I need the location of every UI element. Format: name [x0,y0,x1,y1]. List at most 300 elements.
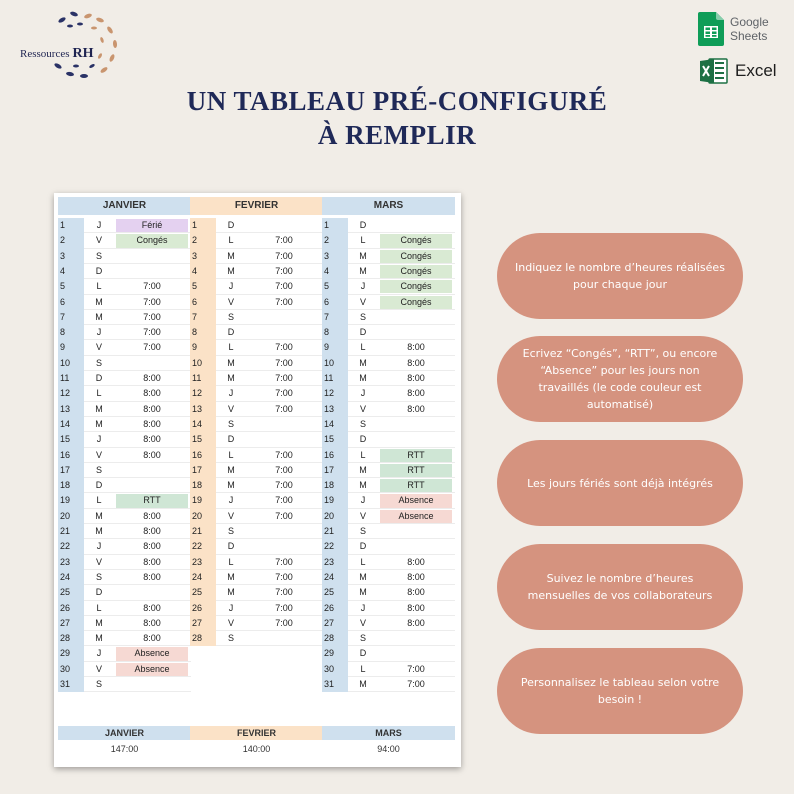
spreadsheet-preview [54,193,461,767]
day-value [380,433,452,446]
day-value: 7:00 [275,373,293,383]
day-number: 11 [192,373,202,383]
day-value: Absence [116,663,188,676]
day-number: 26 [324,602,335,613]
day-value: 7:00 [143,311,161,322]
day-number: 4 [192,265,198,276]
day-letter: L [360,449,366,460]
ressources-rh-logo [14,8,132,86]
day-number: 20 [324,510,335,521]
day-number: 30 [324,663,335,674]
day-number: 26 [60,602,71,613]
day-value: Congés [116,234,188,247]
day-number: 22 [60,541,71,552]
day-value: 8:00 [143,403,161,414]
day-value: Congés [380,296,452,309]
day-number: 19 [324,495,335,506]
day-letter: J [360,281,366,292]
day-letter: L [228,449,234,460]
day-number: 6 [324,296,330,307]
day-value [116,265,188,278]
day-value: 8:00 [407,617,425,628]
day-letter: L [360,556,366,567]
day-letter: M [227,464,235,475]
day-value: Congés [380,250,452,263]
day-value [116,479,188,492]
day-value [116,357,188,370]
footer-total: 147:00 [110,744,139,754]
day-number: 29 [60,648,71,659]
day-letter: M [227,250,235,261]
day-number: 22 [324,541,335,552]
day-letter: D [359,648,367,659]
day-value: 7:00 [275,480,293,491]
day-value [116,586,188,599]
day-value: RTT [380,464,452,477]
day-value: 8:00 [407,388,425,399]
day-value: 8:00 [143,633,161,644]
day-letter: V [95,556,102,567]
day-value: 7:00 [407,679,425,689]
day-value: 8:00 [143,526,161,536]
footer-total: 94:00 [377,744,400,754]
day-number: 17 [324,464,335,475]
day-value: 8:00 [407,571,425,582]
day-number: 8 [324,327,330,338]
day-letter: J [96,220,102,230]
day-number: 16 [60,449,71,460]
day-number: 15 [192,434,203,445]
day-number: 7 [324,311,330,322]
day-number: 5 [60,281,66,292]
day-number: 18 [60,480,71,491]
day-value [380,418,452,431]
day-letter: L [96,281,102,292]
day-number: 11 [324,373,334,383]
day-value: 7:00 [275,602,293,613]
day-letter: D [359,541,367,552]
day-number: 24 [324,571,335,582]
day-letter: S [95,571,102,582]
day-letter: M [95,526,103,536]
day-value: 8:00 [143,510,161,521]
day-value [380,540,452,553]
day-number: 27 [60,617,71,628]
day-value: 8:00 [407,373,425,383]
excel-badge [700,58,777,84]
day-letter: V [227,617,234,628]
day-letter: D [359,327,367,338]
day-letter: J [228,495,234,506]
day-value [248,433,320,446]
day-value: 7:00 [275,235,293,246]
day-letter: S [227,526,234,536]
day-value: 7:00 [275,587,293,598]
day-number: 11 [60,373,70,383]
feature-pill [497,648,743,734]
day-letter: L [228,342,234,353]
day-letter: S [359,633,366,644]
day-letter: M [359,571,367,582]
day-letter: M [359,587,367,598]
day-number: 13 [324,403,335,414]
day-number: 29 [324,648,335,659]
day-letter: J [96,327,102,338]
day-number: 25 [60,587,71,598]
day-letter: V [95,663,102,674]
day-letter: D [359,434,367,445]
day-value [380,525,452,538]
day-number: 6 [60,296,66,307]
day-value: 7:00 [275,357,293,368]
feature-pill [497,440,743,526]
footer-month: FEVRIER [190,726,323,740]
day-number: 31 [324,679,335,689]
day-number: 1 [192,220,198,230]
day-letter: D [95,373,103,383]
day-letter: D [227,541,235,552]
footer-month: JANVIER [58,726,191,740]
day-letter: V [227,296,234,307]
day-number: 22 [192,541,203,552]
day-value: 7:00 [275,495,293,506]
day-number: 17 [192,464,203,475]
day-number: 28 [60,633,71,644]
day-value: Congés [380,280,452,293]
day-value: 8:00 [407,403,425,414]
day-letter: D [359,220,367,230]
day-letter: M [95,311,103,322]
day-number: 3 [192,250,198,261]
day-value: 7:00 [275,510,293,521]
day-number: 8 [60,327,66,338]
day-letter: L [96,602,102,613]
feature-pill [497,336,743,422]
title-line-1: UN TABLEAU PRÉ-CONFIGURÉ [186,86,608,116]
day-number: 10 [60,357,71,368]
day-letter: J [360,495,366,506]
day-value: Absence [380,494,452,507]
day-number: 15 [60,434,71,445]
day-number: 27 [324,617,335,628]
day-letter: M [227,357,235,368]
feature-pill-text: Les jours fériés sont déjà intégrés [527,476,713,490]
month-header: FEVRIER [190,197,323,215]
day-value: 8:00 [407,587,425,598]
day-letter: M [95,418,103,429]
day-letter: V [227,510,234,521]
day-letter: M [95,510,103,521]
day-letter: L [228,235,234,246]
feature-pill [497,544,743,630]
day-number: 23 [192,556,203,567]
day-value: 7:00 [143,342,161,353]
day-letter: S [359,311,366,322]
day-value [380,632,452,645]
day-number: 13 [192,403,203,414]
day-letter: S [359,418,366,429]
day-value: 7:00 [143,296,161,307]
day-value [248,540,320,553]
day-number: 15 [324,434,335,445]
day-number: 19 [192,495,203,506]
day-number: 7 [60,311,66,322]
day-letter: M [227,587,235,598]
day-letter: D [95,587,103,598]
day-number: 21 [192,526,203,536]
logo-text: Ressources RH [20,46,94,61]
day-number: 27 [192,617,203,628]
day-number: 5 [192,281,198,292]
row-divider [216,645,323,646]
day-number: 12 [324,388,335,399]
day-letter: J [96,648,102,659]
day-value: Absence [116,647,188,660]
day-value [380,219,452,232]
day-value: 8:00 [143,571,161,582]
month-header: MARS [322,197,455,215]
day-value: 7:00 [407,663,425,674]
day-letter: M [359,250,367,261]
day-letter: M [359,480,367,491]
day-letter: S [227,311,234,322]
day-value: 7:00 [275,342,293,353]
excel-label: Excel [735,61,777,80]
day-number: 6 [192,296,198,307]
day-number: 7 [192,311,198,322]
day-value: 7:00 [275,265,293,276]
day-letter: D [227,434,235,445]
day-number: 2 [324,235,330,246]
day-value: Férié [116,219,188,232]
page-title [0,84,794,152]
day-value [248,311,320,324]
day-letter: J [228,281,234,292]
day-number: 16 [192,449,203,460]
day-value: 8:00 [143,388,161,399]
title-line-2: À REMPLIR [317,120,477,150]
day-number: 28 [192,633,203,644]
day-number: 25 [192,587,203,598]
day-number: 13 [60,403,71,414]
day-letter: M [359,373,367,383]
day-value: 7:00 [275,388,293,399]
day-number: 14 [60,418,71,429]
day-number: 12 [192,388,203,399]
day-number: 28 [324,633,335,644]
day-letter: D [227,327,235,338]
day-number: 2 [192,235,198,246]
day-number: 18 [192,480,203,491]
day-value: Absence [380,510,452,523]
day-number: 9 [324,342,330,353]
day-letter: M [227,373,235,383]
day-value [248,632,320,645]
day-value: 7:00 [275,403,293,414]
day-number: 1 [60,220,66,230]
day-number: 10 [324,357,335,368]
day-value [248,525,320,538]
day-number: 3 [324,250,330,261]
day-letter: M [359,265,367,276]
day-letter: V [359,617,366,628]
day-number: 17 [60,464,71,475]
day-letter: V [359,296,366,307]
day-value [248,418,320,431]
day-letter: M [227,265,235,276]
day-value: 8:00 [407,556,425,567]
day-letter: V [95,342,102,353]
day-number: 18 [324,480,335,491]
day-letter: L [96,495,102,506]
sheets-label: Sheets [730,29,768,43]
day-letter: S [227,418,234,429]
day-number: 12 [60,388,71,399]
day-value: 7:00 [143,327,161,338]
day-letter: J [360,602,366,613]
day-value: 7:00 [275,250,293,261]
day-letter: M [359,357,367,368]
month-header: JANVIER [58,197,191,215]
day-letter: V [95,235,102,246]
day-value [248,326,320,339]
day-value: 7:00 [275,617,293,628]
day-letter: V [359,510,366,521]
day-value: 8:00 [407,342,425,353]
day-value [380,647,452,660]
day-letter: M [359,679,367,689]
day-value: 8:00 [143,541,161,552]
day-letter: S [95,679,102,689]
day-number: 9 [192,342,198,353]
day-number: 24 [60,571,71,582]
day-letter: S [227,633,234,644]
day-value: 7:00 [275,281,293,292]
day-number: 9 [60,342,66,353]
day-letter: L [96,388,102,399]
footer-total: 140:00 [242,744,271,754]
feature-pill-text: Ecrivez “Congés”, “RTT”, ou encore “Absence” pour les jours non travaillés (le code couleur est automatisé) [522,347,718,411]
day-number: 2 [60,235,66,246]
feature-pill-text: Indiquez le nombre d’heures réalisées pour chaque jour [515,261,725,291]
day-letter: M [359,464,367,475]
day-value: 7:00 [275,464,293,475]
feature-pill [497,233,743,319]
footer-month: MARS [322,726,455,740]
day-value: 8:00 [143,418,161,429]
day-number: 21 [60,526,71,536]
day-letter: D [95,480,103,491]
day-value: 7:00 [275,556,293,567]
day-letter: V [95,449,102,460]
day-letter: V [227,403,234,414]
day-letter: S [95,357,102,368]
day-value [380,311,452,324]
day-letter: M [95,403,103,414]
day-value: 8:00 [143,449,161,460]
day-letter: S [359,526,366,536]
day-letter: M [227,480,235,491]
day-number: 26 [192,602,203,613]
day-number: 25 [324,587,335,598]
day-number: 8 [192,327,198,338]
day-number: 23 [324,556,335,567]
day-letter: L [360,342,366,353]
day-number: 20 [60,510,71,521]
day-value: 8:00 [143,602,161,613]
day-number: 31 [60,679,71,689]
day-value [116,250,188,263]
day-number: 19 [60,495,71,506]
day-value: Congés [380,265,452,278]
day-letter: V [359,403,366,414]
day-value [248,219,320,232]
day-value: 7:00 [143,281,161,292]
day-number: 1 [324,220,330,230]
google-sheets-icon [698,12,724,46]
day-value: 7:00 [275,296,293,307]
feature-pill-text: Suivez le nombre d’heures mensuelles de vos collaborateurs [527,572,713,602]
day-number: 20 [192,510,203,521]
day-value: RTT [116,494,188,507]
day-letter: J [360,388,366,399]
day-letter: L [360,235,366,246]
day-letter: D [227,220,235,230]
day-value [380,326,452,339]
day-value: Congés [380,234,452,247]
day-value: 8:00 [407,602,425,613]
day-letter: M [95,633,103,644]
day-letter: J [228,388,234,399]
day-letter: L [360,663,366,674]
day-value [116,678,188,691]
day-letter: M [95,296,103,307]
day-number: 30 [60,663,71,674]
day-value: 7:00 [275,449,293,460]
day-number: 3 [60,250,66,261]
day-letter: M [227,571,235,582]
day-number: 10 [192,357,203,368]
day-number: 14 [324,418,335,429]
row-divider [84,691,191,692]
day-value: 7:00 [275,571,293,582]
day-number: 5 [324,281,330,292]
day-letter: J [96,434,102,445]
day-value: 8:00 [143,617,161,628]
day-value: 8:00 [143,373,161,383]
day-letter: J [228,602,234,613]
day-number: 24 [192,571,203,582]
google-label: Google [730,15,769,29]
day-letter: L [228,556,234,567]
day-letter: J [96,541,102,552]
day-number: 4 [60,265,66,276]
day-number: 21 [324,526,335,536]
day-value: RTT [380,479,452,492]
day-number: 4 [324,265,330,276]
excel-icon [700,58,728,84]
day-letter: S [95,250,102,261]
day-value: 8:00 [143,556,161,567]
row-divider [348,691,455,692]
day-number: 23 [60,556,71,567]
day-letter: M [95,617,103,628]
day-letter: D [95,265,103,276]
day-value [116,464,188,477]
day-value: 8:00 [143,434,161,445]
feature-pill-text: Personnalisez le tableau selon votre besoin ! [520,676,720,706]
day-value: RTT [380,449,452,462]
